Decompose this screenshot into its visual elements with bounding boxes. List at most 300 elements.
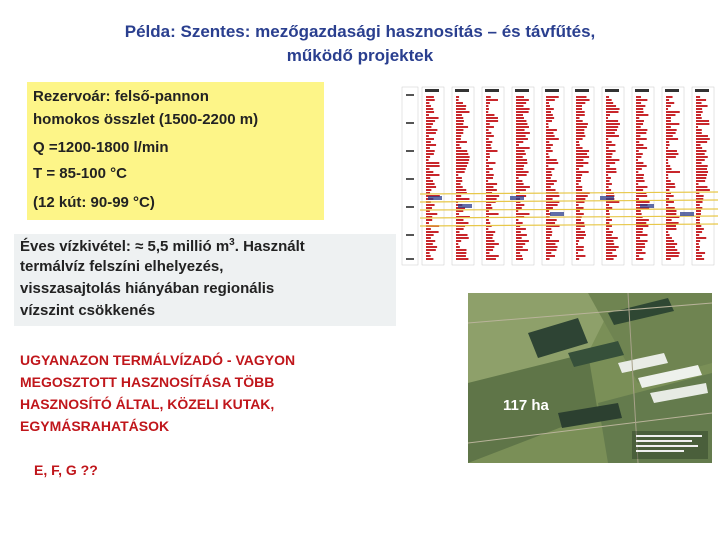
well-log-trace [576, 174, 582, 176]
well-log-trace [606, 243, 614, 245]
well-log-trace [636, 150, 639, 152]
well-log-trace [426, 96, 434, 98]
well-log-trace [456, 177, 462, 179]
well-log-trace [666, 243, 677, 245]
well-log-trace [516, 144, 519, 146]
well-log-trace [606, 132, 615, 134]
well-log-trace [576, 219, 581, 221]
well-log-trace [666, 105, 671, 107]
question-text: E, F, G ?? [34, 462, 98, 478]
well-log-header [605, 89, 619, 92]
well-log-trace [426, 153, 434, 155]
well-log-trace [516, 162, 527, 164]
well-log-trace [636, 111, 644, 113]
area-label: 117 ha [503, 397, 549, 414]
well-log-trace [666, 240, 674, 242]
well-log-trace [696, 129, 702, 131]
well-log-trace [486, 171, 489, 173]
well-log-trace [486, 258, 496, 260]
well-log-trace [576, 108, 582, 110]
well-log-trace [486, 213, 499, 215]
well-log-header [545, 89, 559, 92]
well-log-trace [516, 258, 523, 260]
well-log-trace [456, 147, 461, 149]
well-log-trace [516, 234, 527, 236]
well-log-trace [456, 249, 466, 251]
well-log-trace [456, 198, 469, 200]
well-log-trace [606, 159, 619, 161]
well-log-trace [696, 105, 708, 107]
well-log-trace [546, 129, 557, 131]
well-log-trace [456, 243, 458, 245]
well-log-trace [606, 123, 620, 125]
well-log-header [665, 89, 679, 92]
well-log-trace [456, 126, 468, 128]
well-log-trace [636, 114, 648, 116]
well-log-trace [606, 141, 612, 143]
well-log-trace [666, 150, 677, 152]
well-log-trace [546, 105, 550, 107]
warning-line-1: UGYANAZON TERMÁLVÍZADÓ - VAGYON [20, 352, 296, 368]
well-log-trace [696, 210, 701, 212]
well-log-trace [456, 159, 469, 161]
well-log-trace [636, 225, 648, 227]
well-log-trace [426, 114, 429, 116]
well-log-trace [456, 138, 461, 140]
well-log-trace [486, 237, 493, 239]
well-log-trace [426, 222, 429, 224]
well-log-trace [576, 105, 582, 107]
well-log-trace [696, 111, 703, 113]
well-log-trace [546, 207, 553, 209]
well-log-trace [666, 234, 670, 236]
well-log-trace [516, 219, 518, 221]
well-log-trace [516, 120, 526, 122]
well-log-trace [456, 105, 466, 107]
well-log-trace [636, 138, 647, 140]
well-log-trace [546, 147, 551, 149]
well-log-trace [516, 117, 524, 119]
title-line-2: működő projektek [286, 46, 434, 65]
well-log-trace [456, 252, 466, 254]
well-log-trace [606, 231, 613, 233]
well-log-trace [426, 147, 430, 149]
well-log-trace [516, 165, 524, 167]
well-log-trace [666, 138, 678, 140]
title-line-1: Példa: Szentes: mezőgazdasági hasznosítás – és távfűtés, [124, 22, 596, 41]
well-log-trace [486, 141, 492, 143]
well-log-trace [576, 159, 583, 161]
well-log-trace [426, 213, 437, 215]
well-log-trace [696, 195, 704, 197]
well-log-trace [606, 240, 614, 242]
well-log-trace [486, 180, 488, 182]
well-log-trace [516, 171, 529, 173]
well-log-trace [636, 234, 647, 236]
well-log-trace [636, 180, 645, 182]
well-log-trace [666, 165, 670, 167]
well-log-trace [576, 237, 584, 239]
well-log-trace [516, 240, 529, 242]
well-log-trace [576, 255, 585, 257]
well-log-trace [576, 249, 584, 251]
well-log-trace [426, 117, 439, 119]
well-log-trace [486, 243, 499, 245]
well-log-trace [516, 123, 527, 125]
well-log-trace [666, 219, 672, 221]
well-log-trace [636, 222, 646, 224]
reservoir-line-2: homokos összlet (1500-2200 m) [33, 111, 259, 128]
well-log-trace [576, 183, 579, 185]
well-log-trace [606, 186, 609, 188]
well-log-trace [486, 183, 497, 185]
well-log-trace [516, 105, 524, 107]
well-log-trace [546, 198, 553, 200]
well-log-trace [576, 234, 586, 236]
well-log-trace [426, 132, 436, 134]
well-log-header [425, 89, 439, 92]
well-log-trace [636, 231, 643, 233]
well-log-trace [696, 138, 710, 140]
well-log-trace [546, 132, 553, 134]
well-log-trace [696, 177, 706, 179]
well-log-trace [576, 162, 588, 164]
well-log-trace [666, 111, 680, 113]
well-log-trace [546, 123, 548, 125]
well-log-trace [546, 249, 556, 251]
well-log-trace [546, 156, 550, 158]
well-log-trace [456, 189, 466, 191]
well-log-trace [546, 174, 552, 176]
well-log-trace [696, 165, 708, 167]
well-log-trace [696, 204, 700, 206]
well-log-trace [696, 249, 699, 251]
well-log-trace [576, 171, 589, 173]
well-log-trace [696, 150, 706, 152]
well-log-trace [456, 183, 461, 185]
well-log-trace [486, 126, 494, 128]
well-log-trace [636, 255, 639, 257]
well-log-trace [606, 96, 609, 98]
well-log-trace [696, 186, 707, 188]
reservoir-info-box [27, 82, 324, 220]
well-log-trace [576, 198, 585, 200]
well-log-trace [606, 258, 614, 260]
well-log-trace [456, 150, 467, 152]
well-log-trace [546, 180, 557, 182]
well-log-trace [606, 252, 612, 254]
well-log-trace [666, 210, 676, 212]
well-log-trace [486, 174, 494, 176]
well-log-trace [576, 258, 579, 260]
well-log-trace [606, 255, 617, 257]
well-log-trace [696, 201, 703, 203]
well-log-trace [456, 114, 462, 116]
well-log-trace [696, 171, 708, 173]
well-log-trace [666, 180, 671, 182]
well-log-trace [696, 189, 710, 191]
well-log-trace [666, 135, 673, 137]
well-log-trace [516, 153, 526, 155]
well-log-trace [576, 153, 587, 155]
well-log-trace [696, 252, 705, 254]
well-log-trace [486, 204, 491, 206]
well-log-trace [666, 132, 676, 134]
well-log-trace [576, 243, 578, 245]
well-log-trace [576, 120, 583, 122]
well-log-trace [636, 213, 642, 215]
well-log-trace [696, 102, 702, 104]
well-log-trace [666, 123, 679, 125]
well-log-trace [696, 123, 709, 125]
reservoir-line-1: Rezervoár: felső-pannon [33, 88, 209, 105]
well-log-trace [636, 99, 647, 101]
well-log-trace [666, 171, 680, 173]
extraction-line-4: vízszint csökkenés [20, 302, 156, 319]
well-log-trace [426, 186, 436, 188]
well-log-trace [456, 117, 463, 119]
extraction-line-3: visszasajtolás hiányában regionális [20, 280, 275, 297]
well-log-trace [636, 183, 638, 185]
well-log-trace [666, 102, 674, 104]
well-log-trace [576, 156, 589, 158]
well-log-trace [456, 180, 462, 182]
well-log-trace [546, 204, 558, 206]
well-log-trace [606, 129, 617, 131]
well-log-trace [486, 135, 494, 137]
well-log-trace [516, 138, 528, 140]
well-log-header [455, 89, 469, 92]
well-log-trace [456, 102, 463, 104]
well-count: (12 kút: 90-99 °C) [33, 194, 155, 211]
well-log-trace [456, 195, 461, 197]
well-log-trace [636, 162, 643, 164]
well-log-trace [666, 153, 678, 155]
well-log-trace [696, 255, 702, 257]
well-log-trace [486, 138, 489, 140]
well-log-trace [666, 204, 668, 206]
well-log-trace [486, 195, 499, 197]
well-log-trace [636, 159, 638, 161]
well-log-trace [606, 126, 618, 128]
well-log-trace [426, 177, 430, 179]
well-log-trace [696, 99, 706, 101]
well-log-trace [576, 117, 579, 119]
well-log-trace [606, 204, 609, 206]
well-log-trace [576, 228, 581, 230]
well-log-trace [486, 147, 492, 149]
well-log-trace [696, 231, 702, 233]
well-log-trace [546, 102, 549, 104]
well-log-trace [546, 135, 555, 137]
well-log-trace [606, 174, 608, 176]
well-log-column [662, 87, 684, 265]
well-log-trace [666, 252, 680, 254]
well-log-trace [576, 240, 579, 242]
well-log-trace [606, 114, 610, 116]
well-log-trace [576, 246, 584, 248]
well-log-trace [666, 237, 672, 239]
well-log-trace [426, 159, 429, 161]
well-log-trace [426, 123, 433, 125]
well-log-trace [486, 228, 488, 230]
well-log-trace [606, 168, 616, 170]
well-log-trace [576, 207, 584, 209]
well-log-trace [696, 96, 700, 98]
extraction-line-1: Éves vízkivétel: ≈ 5,5 millió $m^3$. Használt [20, 237, 305, 255]
well-log-trace [426, 228, 431, 230]
well-log-trace [486, 165, 489, 167]
well-log-trace [516, 180, 522, 182]
well-log-trace [606, 171, 616, 173]
well-log-trace [546, 126, 549, 128]
well-log-trace [636, 195, 647, 197]
well-log-trace [486, 246, 494, 248]
well-log-trace [606, 189, 611, 191]
well-log-trace [636, 243, 645, 245]
well-log-trace [636, 177, 643, 179]
well-log-trace [636, 201, 650, 203]
well-log-trace [456, 246, 460, 248]
well-log-trace [666, 255, 679, 257]
well-log-trace [606, 207, 612, 209]
well-log-trace [426, 102, 429, 104]
well-log-trace [426, 258, 433, 260]
well-log-trace [486, 198, 497, 200]
well-log-trace [516, 246, 523, 248]
well-log-trace [576, 111, 585, 113]
well-log-trace [516, 108, 530, 110]
well-log-trace [636, 252, 646, 254]
well-log-trace [696, 141, 707, 143]
well-log-trace [426, 171, 433, 173]
well-log-trace [636, 129, 647, 131]
well-log-trace [576, 189, 582, 191]
well-log-trace [516, 231, 521, 233]
well-log-trace [456, 174, 458, 176]
well-log-trace [456, 120, 464, 122]
well-log-trace [456, 153, 468, 155]
well-log-trace [546, 195, 559, 197]
well-log-trace [516, 114, 523, 116]
well-log-trace [546, 96, 559, 98]
well-log-trace [426, 207, 432, 209]
well-log-trace [576, 141, 579, 143]
well-log-trace [696, 156, 708, 158]
well-log-trace [636, 198, 639, 200]
well-log-trace [486, 177, 493, 179]
well-log-trace [546, 189, 556, 191]
well-log-trace [636, 186, 647, 188]
well-log-trace [666, 189, 669, 191]
well-log-trace [456, 141, 467, 143]
well-log-trace [546, 144, 553, 146]
well-log-trace [576, 135, 585, 137]
well-log-trace [456, 237, 469, 239]
well-log-trace [456, 186, 463, 188]
well-log-trace [576, 252, 578, 254]
well-log-trace [606, 183, 612, 185]
well-log-trace [576, 123, 588, 125]
well-log-trace [606, 144, 615, 146]
well-log-trace [576, 186, 582, 188]
well-log-trace [426, 180, 433, 182]
well-log-trace [456, 108, 466, 110]
well-log-trace [426, 99, 435, 101]
well-log-trace [606, 120, 618, 122]
well-log-trace [666, 141, 669, 143]
well-log-trace [546, 237, 550, 239]
well-log-trace [486, 249, 493, 251]
well-log-trace [456, 234, 468, 236]
flow-rate: Q =1200-1800 l/min [33, 139, 169, 156]
well-log-trace [606, 234, 612, 236]
well-log-trace [666, 195, 674, 197]
well-log-trace [546, 108, 554, 110]
well-log-trace [426, 204, 435, 206]
well-log-trace [486, 153, 490, 155]
well-log-trace [696, 174, 707, 176]
well-log-trace [486, 240, 494, 242]
well-log-trace [546, 159, 557, 161]
well-log-trace [576, 144, 580, 146]
well-log-trace [516, 252, 520, 254]
well-log-trace [636, 123, 643, 125]
well-log-trace [516, 222, 523, 224]
well-log-trace [696, 117, 702, 119]
well-log-trace [516, 141, 523, 143]
well-log-trace [696, 108, 702, 110]
well-log-trace [696, 135, 708, 137]
well-log-trace [516, 186, 530, 188]
well-log-trace [486, 222, 490, 224]
well-log-trace [696, 213, 701, 215]
well-log-trace [516, 132, 530, 134]
well-log-trace [426, 249, 436, 251]
well-log-trace [456, 144, 460, 146]
well-log-trace [576, 231, 585, 233]
well-log-trace [486, 132, 491, 134]
well-log-trace [486, 255, 499, 257]
well-log-trace [426, 120, 435, 122]
well-log-trace [486, 231, 495, 233]
well-log-trace [576, 147, 583, 149]
well-log-trace [516, 213, 530, 215]
well-log-trace [516, 228, 526, 230]
well-log-trace [516, 159, 527, 161]
well-log-trace [636, 144, 643, 146]
well-log-trace [426, 189, 431, 191]
extraction-info-box [14, 234, 396, 326]
well-log-trace [456, 228, 464, 230]
well-log-header [695, 89, 709, 92]
well-log-trace [606, 249, 616, 251]
well-log-trace [666, 168, 672, 170]
well-log-trace [486, 150, 497, 152]
well-log-trace [666, 99, 669, 101]
well-log-trace [426, 141, 431, 143]
well-log-trace [636, 219, 649, 221]
warning-line-2: MEGOSZTOTT HASZNOSÍTÁSA TÖBB [20, 374, 275, 390]
well-log-trace [696, 225, 701, 227]
well-log-trace [546, 186, 551, 188]
well-log-trace [516, 150, 525, 152]
well-log-trace [636, 165, 647, 167]
well-log-trace [666, 144, 670, 146]
well-log-trace [696, 234, 699, 236]
well-log-trace [666, 246, 675, 248]
well-log-trace [456, 168, 466, 170]
